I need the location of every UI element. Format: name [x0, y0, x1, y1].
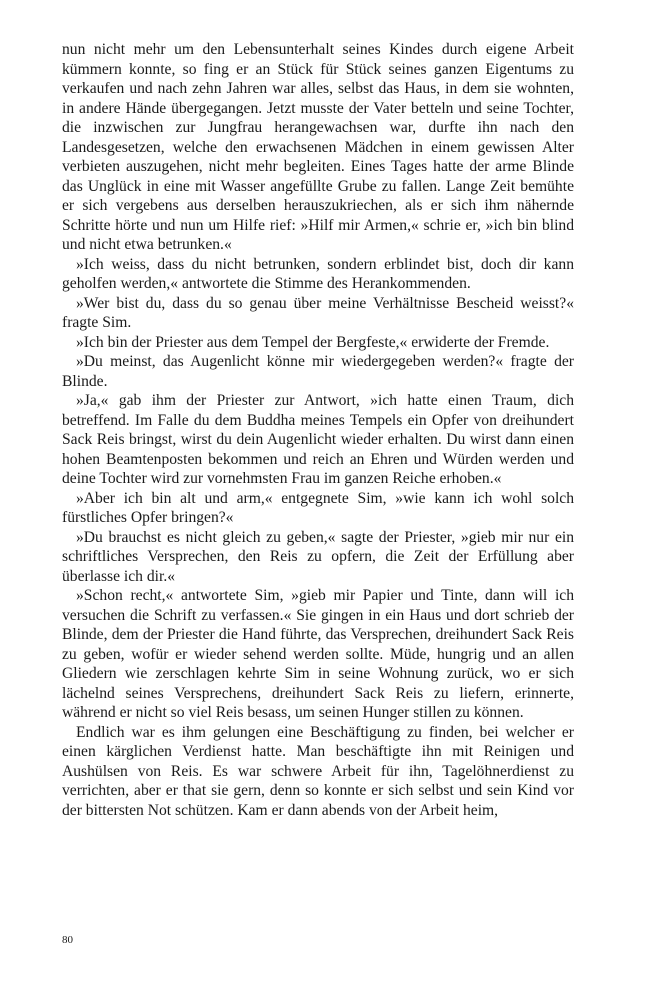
- paragraph: nun nicht mehr um den Lebensunterhalt seines Kindes durch eigene Arbeit kümmern konnte, so fing er an Stück für Stück seines ganzen Eigentums zu verkaufen und nach zehn Jahren war alles, selbst das Haus, in dem sie wohnten, in andere Hände übergegangen. Jetzt musste der Vater betteln und seine Tochter, die inzwischen zur Jungfrau herangewachsen war, durfte ihn nach den Landesgesetzen, welche den erwachsenen Mädchen in einem gewissen Alter verbieten auszugehen, nicht mehr begleiten. Eines Tages hatte der arme Blinde das Unglück in eine mit Wasser angefüllte Grube zu fallen. Lange Zeit bemühte er sich vergebens aus derselben herauszukriechen, als er sich ihm nähernde Schritte hörte und nun um Hilfe rief: »Hilf mir Armen,« schrie er, »ich bin blind und nicht etwa betrunken.«: [62, 41, 574, 253]
- paragraph: »Ja,« gab ihm der Priester zur Antwort, »ich hatte einen Traum, dich betreffend. Im Falle du dem Buddha meines Tempels ein Opfer von dreihundert Sack Reis bringst, wirst du dein Augenlicht wieder erhalten. Du wirst dann einen hohen Beamtenposten bekommen und reich an Ehren und Würden werden und deine Tochter wird zur vornehmsten Frau im ganzen Reiche erhoben.«: [62, 392, 574, 487]
- paragraph: »Ich bin der Priester aus dem Tempel der Bergfeste,« erwiderte der Fremde.: [76, 333, 550, 351]
- page-body: [62, 40, 574, 820]
- paragraph: »Du brauchst es nicht gleich zu geben,« sagte der Priester, »gieb mir nur ein schriftliches Versprechen, den Reis zu opfern, die Zeit der Erfüllung aber überlasse ich dir.«: [62, 528, 574, 585]
- paragraph: »Du meinst, das Augenlicht könne mir wiedergegeben werden?« fragte der Blinde.: [62, 353, 574, 390]
- paragraph: Endlich war es ihm gelungen eine Beschäftigung zu finden, bei welcher er einen kärglichen Verdienst hatte. Man beschäftigte ihn mit Reinigen und Aushülsen von Reis. Es war schwere Arbeit für ihn, Tagelöhnerdienst zu verrichten, aber er that sie gern, denn so konnte er sich selbst und sein Kind vor der bittersten Not schützen. Kam er dann abends von der Arbeit heim,: [62, 723, 574, 819]
- paragraph: »Aber ich bin alt und arm,« entgegnete Sim, »wie kann ich wohl solch fürstliches Opfer bringen?«: [62, 489, 574, 526]
- paragraph: »Ich weiss, dass du nicht betrunken, sondern erblindet bist, doch dir kann geholfen werden,« antwortete die Stimme des Herankommenden.: [62, 255, 574, 292]
- page-number: 80: [62, 934, 73, 946]
- paragraph: »Schon recht,« antwortete Sim, »gieb mir Papier und Tinte, dann will ich versuchen die Schrift zu verfassen.« Sie gingen in ein Haus und dort schrieb der Blinde, dem der Priester die Hand führte, das Versprechen, dreihundert Sack Reis zu geben, wofür er wieder sehend werden sollte. Müde, hungrig und an allen Gliedern wie zerschlagen kehrte Sim in seine Wohnung zurück, wo er sich lächelnd seines Versprechens, dreihundert Sack Reis zu liefern, erinnerte, während er nicht so viel Reis besass, um seinen Hunger stillen zu können.: [62, 587, 574, 721]
- paragraph: »Wer bist du, dass du so genau über meine Verhältnisse Bescheid weisst?« fragte Sim.: [62, 294, 574, 331]
